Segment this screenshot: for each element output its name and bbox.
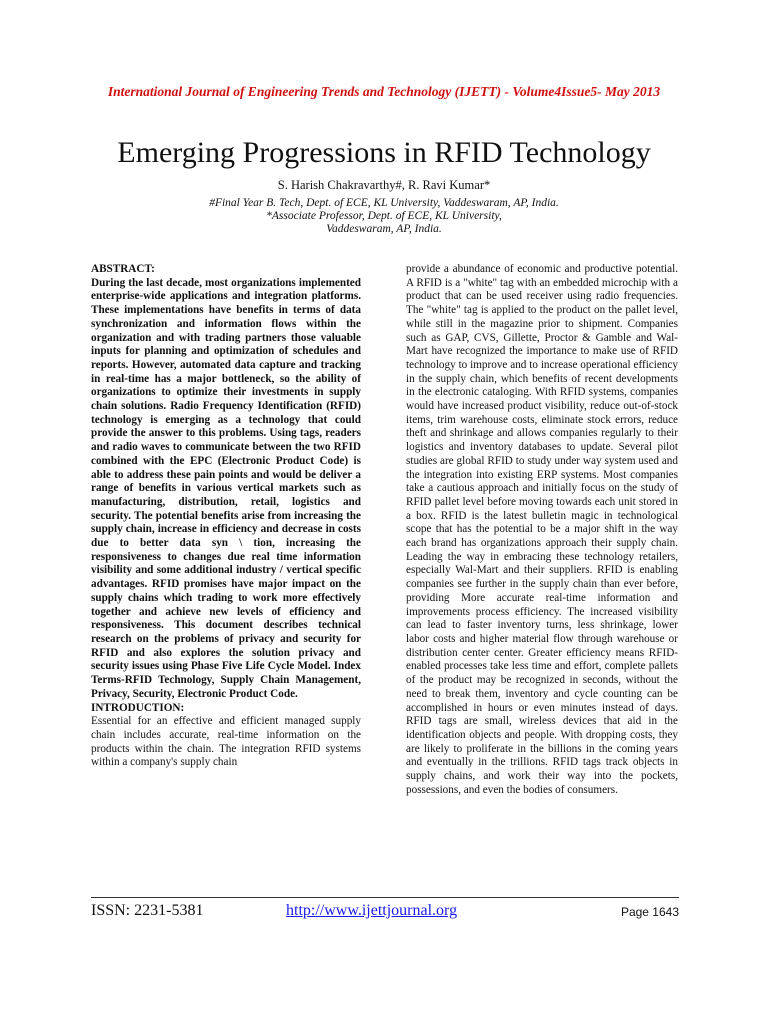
affiliations — [0, 197, 768, 236]
paper-title: Emerging Progressions in RFID Technology — [117, 136, 651, 169]
page-number: Page 1643 — [620, 905, 679, 919]
paper-authors: S. Harish Chakravarthy#, R. Ravi Kumar* — [277, 178, 491, 192]
abstract-heading: ABSTRACT: — [91, 263, 155, 275]
abstract-text: During the last decade, most organizations implemented enterprise-wide applications and integration platforms. These implementations have benefits in terms of data synchronization and information flows within the organization and with trading partners those valuable inputs for planning and optimization of schedules and reports. However, automated data capture and tracking in real-time has a major bottleneck, so the ability of organizations to optimize their investments in supply chain solutions. Radio Frequency Identification (RFID) technology is emerging as a technology that could provide the answer to this problems. Using tags, readers and radio waves to communicate between the two RFID combined with the EPC (Electronic Product Code) is able to address these pain points and would be deliver a range of benefits in various vertical markets such as manufacturing, distribution, retail, logistics and security. The potential benefits arise from increasing the supply chain, increase in efficiency and decrease in costs due to better data syn \ tion, increasing the responsiveness to changes due real time information visibility and some additional industry / vertical specific advantages. RFID promises have major impact on the supply chains which trading to work more effectively together and achieve new levels of efficiency and responsiveness. This document describes technical research on the problems of privacy and security for RFID and also explores the solution privacy and security issues using Phase Five Life Cycle Model. Index Terms-RFID Technology, Supply Chain Management, Privacy, Security, Electronic Product Code. — [91, 276, 361, 700]
journal-header: International Journal of Engineering Trends and Technology (IJETT) - Volume4Issue5- May 2013 — [107, 84, 661, 99]
footer-divider — [91, 897, 679, 898]
introduction-heading: INTRODUCTION: — [91, 701, 185, 714]
left-column — [91, 263, 361, 770]
page-footer — [91, 902, 679, 926]
affiliation-1: #Final Year B. Tech, Dept. of ECE, KL University, Vaddeswaram, AP, India. — [209, 197, 559, 209]
affiliation-2: *Associate Professor, Dept. of ECE, KL University, — [266, 210, 502, 222]
right-column-text: provide a abundance of economic and productive potential. A RFID is a "white" tag with an embedded microchip with a product that can be used receiver using radio frequencies. The "white" tag is applied to the product on the pallet level, while still in the magazine prior to shipment. Companies such as GAP, CVS, Gillette, Proctor & Gamble and Wal-Mart have recognized the importance to make use of RFID technology to improve and to increase operational efficiency in the supply chain, which benefits of recent developments in the electronic cataloging. With RFID systems, companies would have increased product visibility, reduce out-of-stock items, trim warehouse costs, eliminate stock errors, reduce theft and shrinkage and allows companies regularly to their logistics and inventory databases to update. Several pilot studies are global RFID to study under way system used and the integration into existing ERP systems. Most companies take a cautious approach and initially focus on the study of RFID pallet level before moving towards each unit stored in a box. RFID is the latest bulletin magic in technological scope that has the potential to be a major shift in the way each brand has organizations approach their supply chain. Leading the way in embracing these technology retailers, especially Wal-Mart and their suppliers. RFID is enabling companies see further in the supply chain than ever before, providing More accurate real-time information and improvements process efficiency. The increased visibility can lead to faster inventory turns, less shrinkage, lower labor costs and higher material flow through warehouse or distribution center center. Greater efficiency means RFID-enabled processes take less time and effort, complete pallets of the product may be recognized in seconds, without the need to break them, inventory and cycle counting can be accomplished in hours or even minutes instead of days. RFID tags are small, wireless devices that aid in the identification objects and people. With dropping costs, they are likely to proliferate in the billions in the coming years and eventually in the trillions. RFID tags track objects in supply chains, and work their way into the pockets, possessions, and even the bodies of consumers. — [406, 263, 678, 796]
issn-label: ISSN: 2231-5381 — [91, 902, 204, 919]
right-column — [406, 263, 678, 797]
introduction-text: Essential for an effective and efficient managed supply chain includes accurate, real-time information on the products within the chain. The integration RFID systems within a company's supply chain — [91, 715, 361, 769]
affiliation-3: Vaddeswaram, AP, India. — [326, 223, 442, 235]
journal-link[interactable]: http://www.ijettjournal.org — [286, 902, 458, 919]
